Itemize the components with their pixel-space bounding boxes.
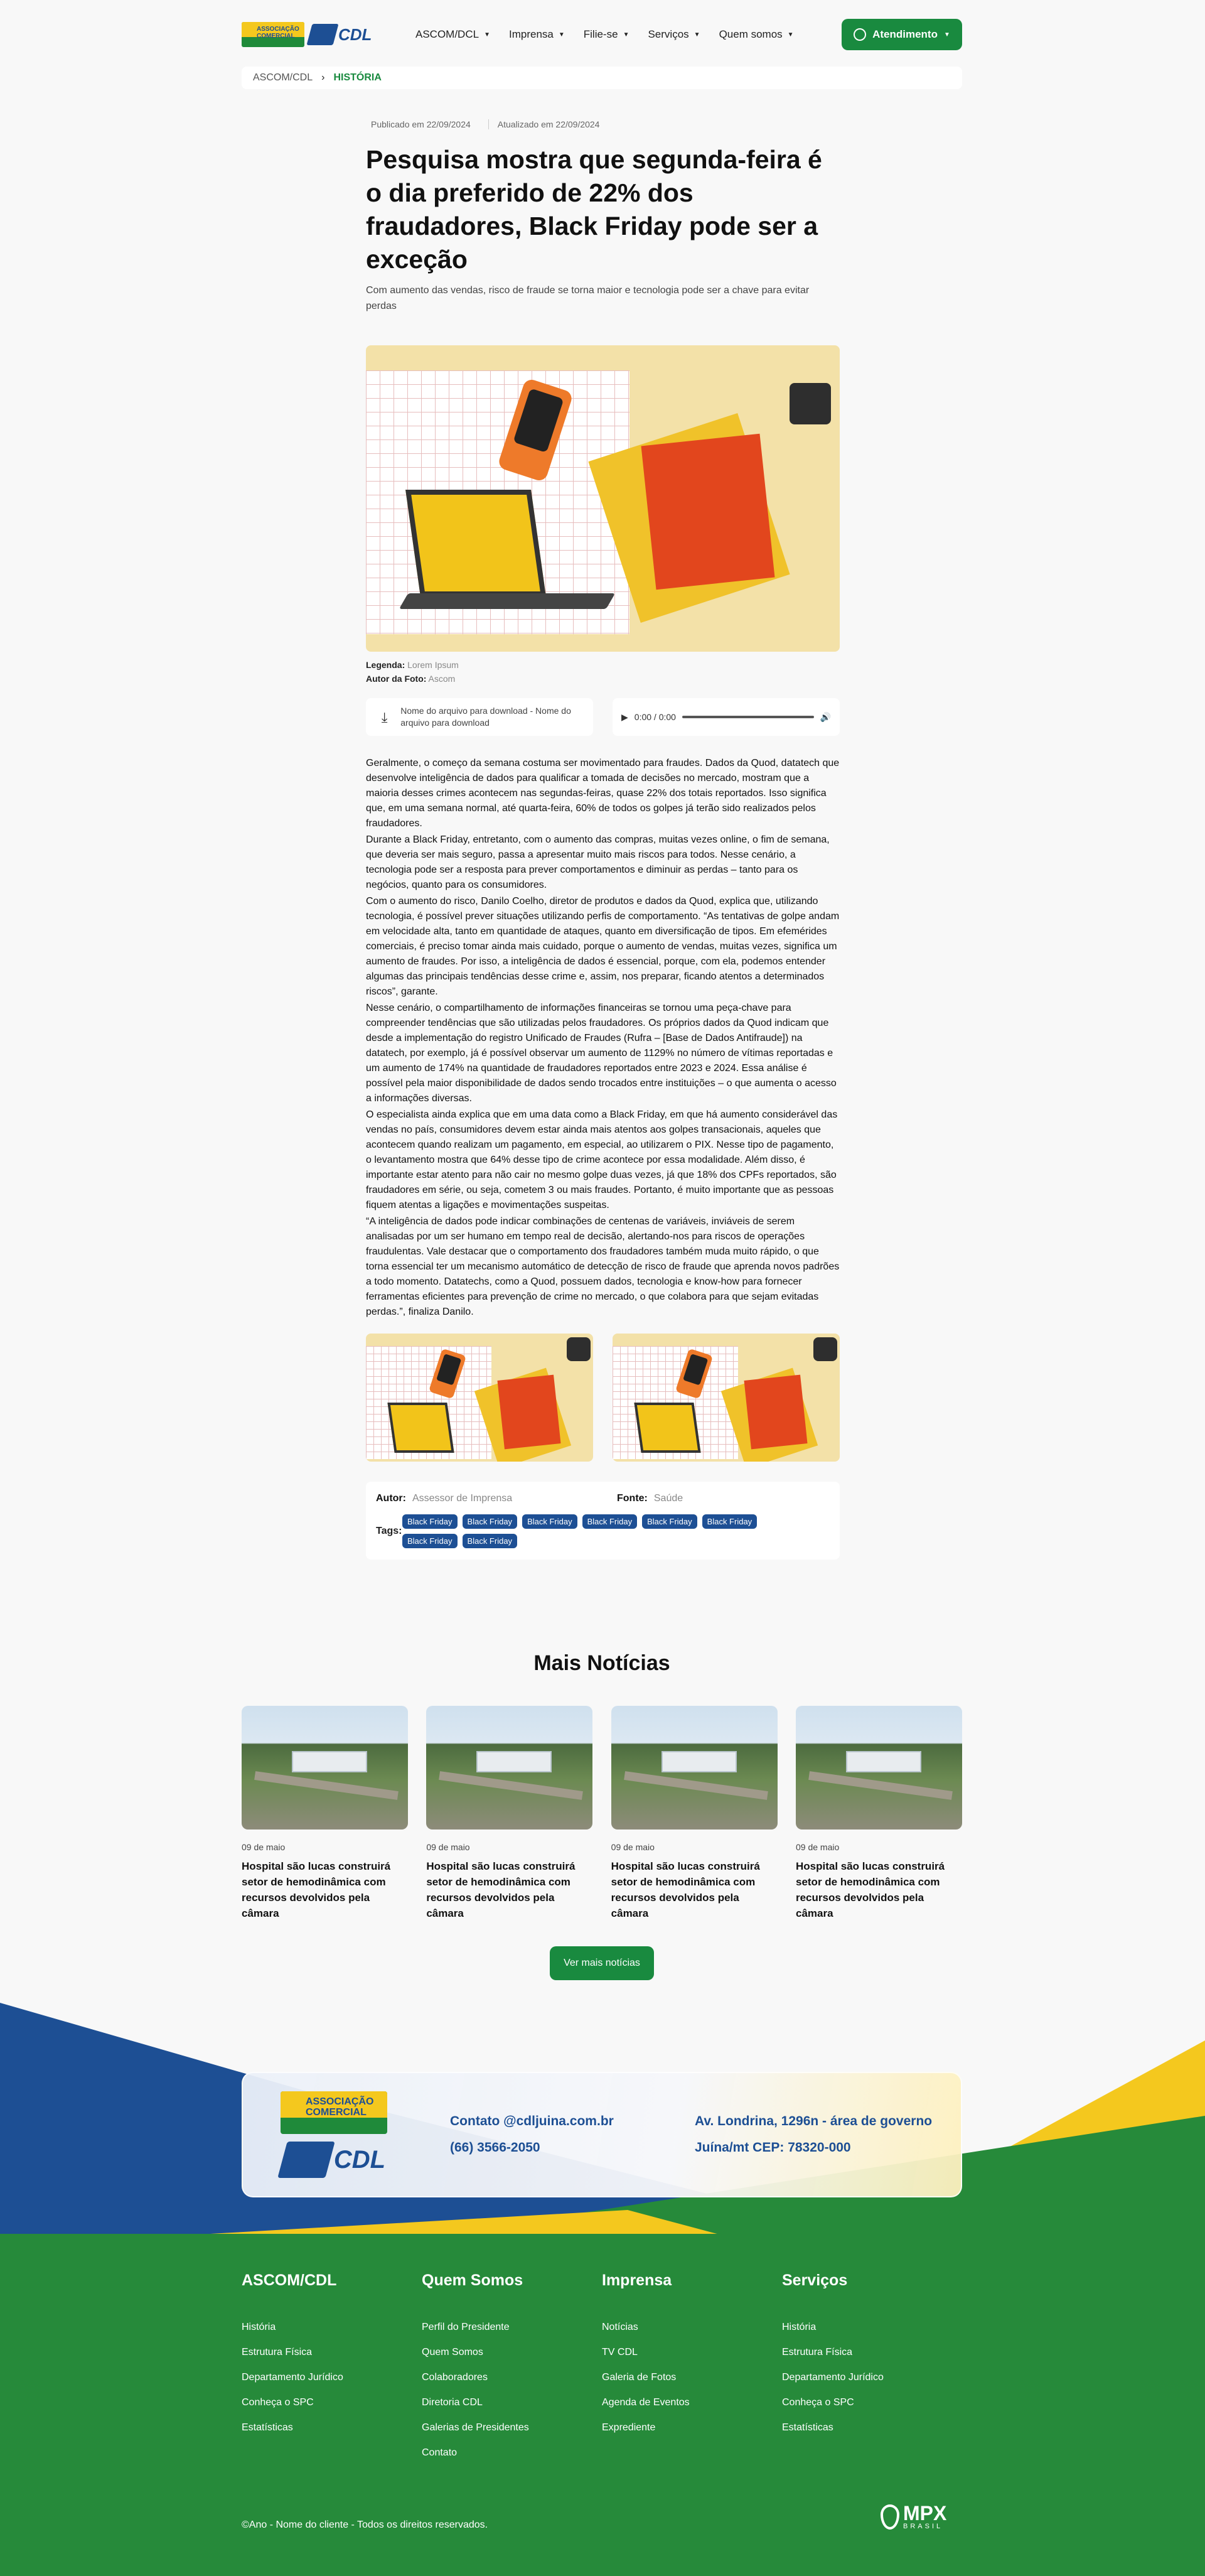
footer-link[interactable]: Notícias (602, 2322, 638, 2332)
news-image (242, 1706, 408, 1830)
news-image (611, 1706, 778, 1830)
chevron-down-icon: ▼ (623, 31, 629, 38)
nav-quem-somos[interactable]: Quem somos ▼ (719, 28, 794, 40)
chevron-down-icon: ▼ (558, 31, 565, 38)
cdl-logo: CDL (282, 2142, 385, 2178)
article-dates (371, 119, 840, 129)
mpx-brand-logo[interactable]: MPX BRASIL (881, 2504, 946, 2530)
play-icon[interactable]: ▶ (621, 711, 628, 722)
tag[interactable]: Black Friday (522, 1514, 577, 1529)
article-body (366, 756, 840, 1320)
tag[interactable]: Black Friday (402, 1534, 458, 1548)
gallery-image[interactable] (366, 1334, 593, 1462)
chevron-right-icon: › (321, 72, 325, 83)
news-card[interactable]: 09 de maio Hospital são lucas construirá setor de hemodinâmica com recursos devolvidos pela câmara (796, 1706, 962, 1921)
breadcrumb-current: HISTÓRIA (333, 72, 382, 83)
contact-email[interactable]: Contato @cdljuina.com.br (450, 2114, 614, 2128)
main-nav (415, 28, 794, 41)
updated-date: Atualizado em 22/09/2024 (488, 119, 600, 129)
news-card[interactable]: 09 de maio Hospital são lucas construirá setor de hemodinâmica com recursos devolvidos pela câmara (611, 1706, 778, 1921)
footer-link[interactable]: Quem Somos (422, 2347, 483, 2358)
footer-column-servicos: Serviços História Estrutura Física Departamento Jurídico Conheça o SPC Estatísticas (782, 2272, 962, 2466)
cdl-logo: CDL (309, 22, 372, 47)
associacao-comercial-logo: ASSOCIAÇÃO COMERCIAL (281, 2091, 387, 2134)
footer-link[interactable]: Galeria de Fotos (602, 2372, 677, 2383)
article-meta: Autor: Assessor de Imprensa Fonte: Saúde Tags: Black Friday Black Friday Black Friday Black Friday Black Friday Black Friday Black Friday Black Friday (366, 1482, 840, 1560)
chevron-down-icon: ▼ (943, 31, 950, 38)
copyright: ©Ano - Nome do cliente - Todos os direitos reservados. (242, 2519, 488, 2530)
footer-link[interactable]: Galerias de Presidentes (422, 2422, 529, 2433)
site-footer (0, 2234, 1205, 2576)
footer-link[interactable]: Estrutura Física (242, 2347, 313, 2358)
whatsapp-icon (854, 28, 866, 41)
news-card[interactable]: 09 de maio Hospital são lucas construirá setor de hemodinâmica com recursos devolvidos pela câmara (242, 1706, 408, 1921)
more-news-button[interactable]: Ver mais notícias (550, 1946, 654, 1980)
article-title: Pesquisa mostra que segunda-feira é o dia preferido de 22% dos fraudadores, Black Friday pode ser a exceção (366, 145, 822, 274)
footer-link[interactable]: TV CDL (602, 2347, 638, 2358)
header-bar (242, 19, 962, 50)
source-value: Saúde (653, 1493, 683, 1504)
location-pin-icon (881, 2504, 899, 2530)
breadcrumb-home[interactable]: ASCOM/CDL (253, 72, 313, 83)
article-paragraph: “A inteligência de dados pode indicar combinações de centenas de variáveis, inviáveis de serem analisadas por um ser humano em tempo real de decisão, alertando-nos para riscos de operações fraudulentas. Vale destacar que o comportamento dos fraudadores também muda muito rápido, o que torna essencial ter um mecanismo automático de detecção de risco de fraude que aprenda novos padrões a todo momento. Datatechs, como a Quod, possuem dados, tecnologia e know-how para fornecer ferramentas eficientes para prevenção de crime no mercado, o que colabora para que sejam evitadas perdas.”, finaliza Danilo. (366, 1216, 840, 1317)
news-card[interactable]: 09 de maio Hospital são lucas construirá setor de hemodinâmica com recursos devolvidos pela câmara (426, 1706, 592, 1921)
footer-link[interactable]: Contato (422, 2447, 458, 2458)
contact-card (242, 2072, 962, 2197)
tag[interactable]: Black Friday (642, 1514, 697, 1529)
media-row (366, 698, 840, 736)
published-date: Publicado em 22/09/2024 (371, 119, 471, 129)
footer-link[interactable]: Estatísticas (242, 2422, 293, 2433)
tag[interactable]: Black Friday (463, 1514, 518, 1529)
footer-link[interactable]: Estatísticas (782, 2422, 833, 2433)
footer-link[interactable]: Exprediente (602, 2422, 656, 2433)
hero-image (366, 345, 840, 652)
download-icon: ⤓ (381, 709, 388, 725)
article-paragraph: Durante a Black Friday, entretanto, com o aumento das compras, muitas vezes online, o fim de semana, que deveria ser mais seguro, passa a apresentar muito mais riscos para todos. Nesse cenário, a tecnologia pode ser a resposta para prever comportamentos e diminuir as perdas – tanto para os negócios, quanto para os consumidores. (366, 834, 830, 890)
news-image (796, 1706, 962, 1830)
footer-link[interactable]: Departamento Jurídico (242, 2372, 343, 2383)
atendimento-button[interactable]: Atendimento ▼ (842, 19, 962, 50)
news-image (426, 1706, 592, 1830)
chevron-down-icon: ▼ (787, 31, 794, 38)
author-value: Assessor de Imprensa (412, 1493, 513, 1504)
site-header (0, 0, 1205, 83)
article-gallery (366, 1334, 840, 1462)
footer-column-ascom: ASCOM/CDL História Estrutura Física Departamento Jurídico Conheça o SPC Estatísticas (242, 2272, 422, 2466)
footer-link[interactable]: Conheça o SPC (242, 2397, 314, 2408)
tag[interactable]: Black Friday (582, 1514, 638, 1529)
tag[interactable]: Black Friday (402, 1514, 458, 1529)
tag[interactable]: Black Friday (463, 1534, 518, 1548)
breadcrumb (242, 67, 962, 89)
article-paragraph: Geralmente, o começo da semana costuma ser movimentado para fraudes. Dados da Quod, datatech que desenvolve inteligência de dados para qualificar a tomada de decisões no mercado, mostram que a maioria desses crimes acontecem nas segundas-feiras, quase 22% dos totais reportados. Isso significa que, em uma semana normal, até quarta-feira, 60% de todos os golpes já terão sido realizados pelos fraudadores. (366, 758, 840, 829)
contact-address: Av. Londrina, 1296n - área de governo (695, 2114, 933, 2128)
footer-link[interactable]: História (782, 2322, 817, 2332)
article-paragraph: Com o aumento do risco, Danilo Coelho, diretor de produtos e dados da Quod, explica que, utilizando tecnologia, é possível prever situações utilizando perfis de comportamento. “As tentativas de golpe andam em velocidade alta, tanto em quantidade de ataques, quanto em diversificação de tipos. Em efemérides comerciais, é preciso tomar ainda mais cuidado, porque o aumento de vendas, muitas vezes, significa um aumento de fraudes. Por isso, a inteligência de dados é essencial, porque, com ela, podemos entender algumas das principais tendências desse crime e, assim, nos preparar, ficando atentos a determinados riscos”, garante. (366, 896, 840, 997)
article-subtitle: Com aumento das vendas, risco de fraude se torna maior e tecnologia pode ser a chave para evitar perdas (366, 285, 810, 311)
chevron-down-icon: ▼ (484, 31, 490, 38)
nav-filie-se[interactable]: Filie-se ▼ (583, 28, 629, 40)
gallery-image[interactable] (613, 1334, 840, 1462)
footer-link[interactable]: Agenda de Eventos (602, 2397, 690, 2408)
tag[interactable]: Black Friday (702, 1514, 758, 1529)
footer-link[interactable]: Conheça o SPC (782, 2397, 854, 2408)
footer-link[interactable]: Colaboradores (422, 2372, 488, 2383)
footer-link[interactable]: Departamento Jurídico (782, 2372, 884, 2383)
article-paragraph: Nesse cenário, o compartilhamento de informações financeiras se tornou uma peça-chave para compreender tendências que são utilizadas pelos fraudadores. Os próprios dados da Quod indicam que desde a implementação do registro Unificado de Fraudes (Rufra – [Base de Dados Antifraude]) na datatech, por exemplo, já é possível observar um aumento de 1129% no número de vítimas reportadas e um aumento de 174% na quantidade de fraudadores reportados entre 2023 e 2024. Essa análise é possível pela maior disponibilidade de dados sendo trocados entre instituições – o que aumenta o acesso a informações diversas. (366, 1003, 837, 1104)
contact-city: Juína/mt CEP: 78320-000 (695, 2140, 851, 2155)
download-file-button[interactable] (366, 698, 593, 736)
tag-list (402, 1514, 804, 1548)
image-legend: Legenda: Lorem Ipsum Autor da Foto: Ascom (366, 660, 459, 684)
footer-link[interactable]: Estrutura Física (782, 2347, 853, 2358)
volume-icon[interactable]: 🔊 (820, 711, 831, 722)
nav-ascom[interactable]: ASCOM/DCL ▼ (415, 28, 490, 40)
footer-link[interactable]: Perfil do Presidente (422, 2322, 510, 2332)
nav-imprensa[interactable]: Imprensa ▼ (508, 28, 565, 40)
chevron-down-icon: ▼ (694, 31, 700, 38)
associacao-comercial-logo: ASSOCIAÇÃO COMERCIAL (242, 22, 304, 47)
footer-column-quem-somos: Quem Somos Perfil do Presidente Quem Somos Colaboradores Diretoria CDL Galerias de Presidentes Contato (422, 2272, 602, 2466)
footer-link[interactable]: História (242, 2322, 276, 2332)
contact-phone[interactable]: (66) 3566-2050 (450, 2140, 540, 2155)
article (366, 119, 840, 1560)
nav-servicos[interactable]: Serviços ▼ (648, 28, 700, 40)
site-logo[interactable] (242, 22, 389, 47)
article-paragraph: O especialista ainda explica que em uma data como a Black Friday, em que há aumento considerável das vendas no país, consumidores devem estar ainda mais atentos aos golpes transacionais, aqueles que acontecem quando realizam um pagamento, em especial, ao utilizarem o PIX. Nesse tipo de pagamento, o levantamento mostra que 64% desse tipo de crime acontece por essa modalidade. Além disso, é importante estar atento para não cair no mesmo golpe duas vezes, já que 18% dos CPFs reportados, são fraudadores em série, ou seja, cometem 3 ou mais fraudes. Portanto, é muito importante que as pessoas fiquem atentas a ligações e movimentações suspeitas. (366, 1109, 838, 1210)
audio-time: 0:00 / 0:00 (634, 712, 676, 722)
more-news-heading: Mais Notícias (533, 1651, 670, 1675)
footer-column-imprensa: Imprensa Notícias TV CDL Galeria de Fotos Agenda de Eventos Exprediente (602, 2272, 782, 2466)
audio-player (613, 698, 840, 736)
download-file-name: Nome do arquivo para download - Nome do arquivo para download (400, 706, 571, 728)
more-news-section (242, 1651, 962, 1980)
footer-link[interactable]: Diretoria CDL (422, 2397, 483, 2408)
audio-progress-bar[interactable] (682, 716, 814, 718)
